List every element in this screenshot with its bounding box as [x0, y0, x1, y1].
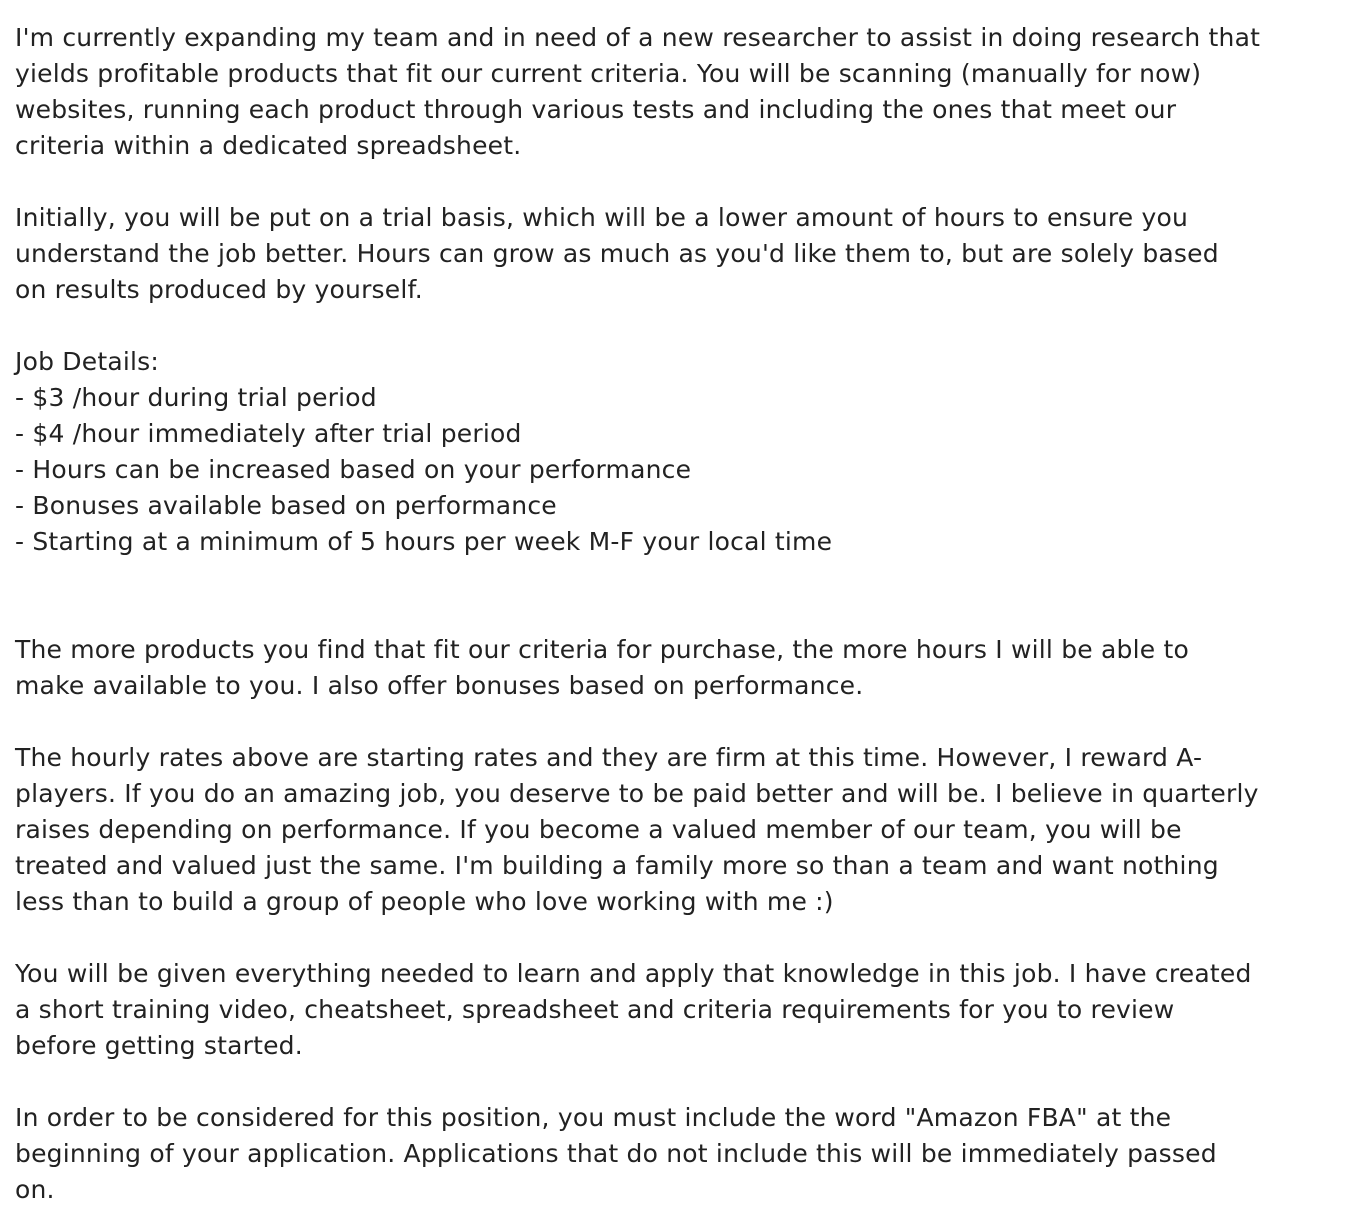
job-detail-item: - Hours can be increased based on your performance — [15, 455, 692, 484]
paragraph-spacer — [15, 1064, 1347, 1100]
text-line: less than to build a group of people who love working with me :) — [15, 887, 834, 916]
text-line: on results produced by yourself. — [15, 275, 423, 304]
text-line: The hourly rates above are starting rates and they are firm at this time. However, I reward A- — [15, 743, 1203, 772]
text-line: criteria within a dedicated spreadsheet. — [15, 131, 522, 160]
job-posting — [15, 20, 1347, 1208]
job-details-heading: Job Details: — [15, 347, 159, 376]
paragraph-spacer — [15, 164, 1347, 200]
intro-paragraph — [15, 20, 1347, 164]
text-line: on. — [15, 1175, 55, 1204]
text-line: websites, running each product through various tests and including the ones that meet our — [15, 95, 1177, 124]
text-line: treated and valued just the same. I'm building a family more so than a team and want nothing — [15, 851, 1219, 880]
text-line: Initially, you will be put on a trial basis, which will be a lower amount of hours to ensure you — [15, 203, 1189, 232]
paragraph-spacer — [15, 560, 1347, 632]
text-line: The more products you find that fit our criteria for purchase, the more hours I will be able to — [15, 635, 1189, 664]
rates-paragraph — [15, 740, 1347, 920]
job-detail-item: - Bonuses available based on performance — [15, 491, 557, 520]
text-line: players. If you do an amazing job, you deserve to be paid better and will be. I believe in quarterly — [15, 779, 1259, 808]
text-line: make available to you. I also offer bonuses based on performance. — [15, 671, 864, 700]
text-line: before getting started. — [15, 1031, 303, 1060]
job-detail-item: - $3 /hour during trial period — [15, 383, 377, 412]
job-detail-item: - Starting at a minimum of 5 hours per week M-F your local time — [15, 527, 833, 556]
job-detail-item: - $4 /hour immediately after trial period — [15, 419, 522, 448]
paragraph-spacer — [15, 704, 1347, 740]
text-line: You will be given everything needed to learn and apply that knowledge in this job. I have created — [15, 959, 1252, 988]
trial-paragraph — [15, 200, 1347, 308]
training-paragraph — [15, 956, 1347, 1064]
text-line: beginning of your application. Applications that do not include this will be immediately passed — [15, 1139, 1217, 1168]
text-line: a short training video, cheatsheet, spreadsheet and criteria requirements for you to review — [15, 995, 1175, 1024]
text-line: I'm currently expanding my team and in need of a new researcher to assist in doing research that — [15, 23, 1261, 52]
application-paragraph — [15, 1100, 1347, 1208]
text-line: yields profitable products that fit our current criteria. You will be scanning (manually for now) — [15, 59, 1202, 88]
text-line: raises depending on performance. If you become a valued member of our team, you will be — [15, 815, 1182, 844]
job-details-section — [15, 344, 1347, 560]
more-products-paragraph — [15, 632, 1347, 704]
text-line: understand the job better. Hours can grow as much as you'd like them to, but are solely based — [15, 239, 1219, 268]
text-line: In order to be considered for this position, you must include the word "Amazon FBA" at the — [15, 1103, 1172, 1132]
paragraph-spacer — [15, 920, 1347, 956]
paragraph-spacer — [15, 308, 1347, 344]
